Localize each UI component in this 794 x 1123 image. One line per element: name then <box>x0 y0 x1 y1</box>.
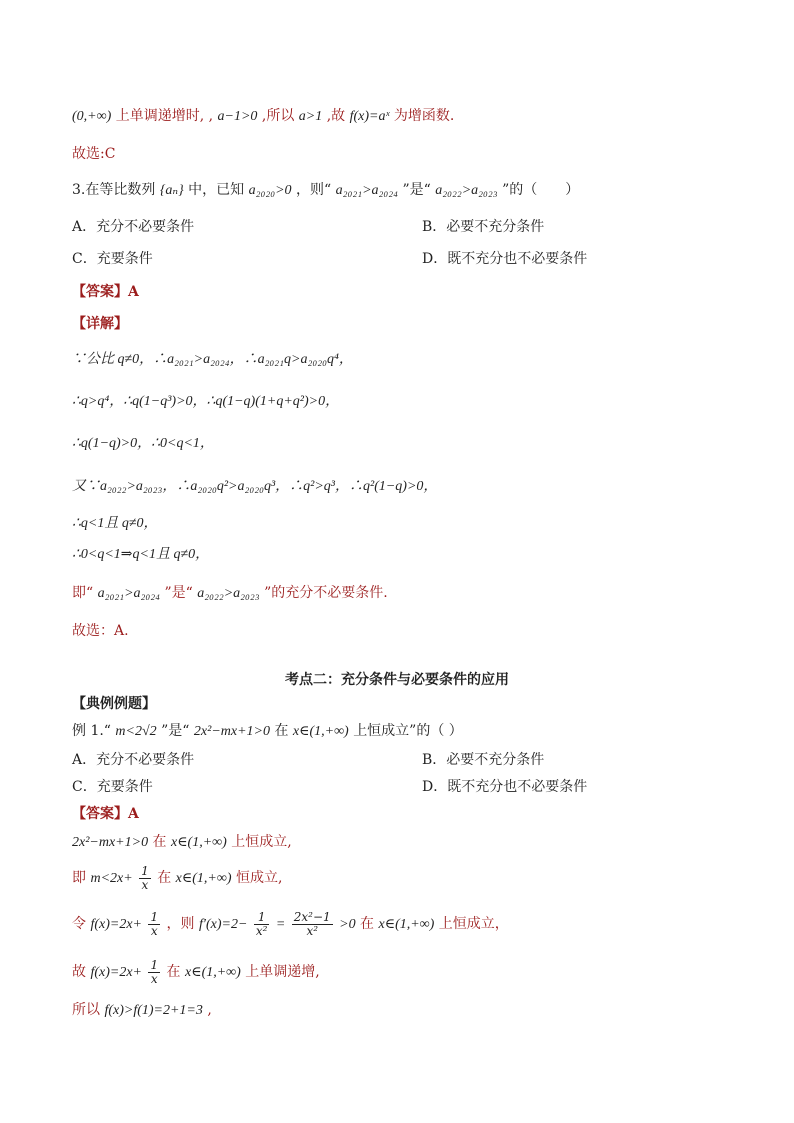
explanation-line: ∴q>q⁴，∴q(1−q³)>0，∴q(1−q)(1+q+q²)>0， <box>72 394 340 409</box>
formula: f(x)=aˣ <box>349 109 390 124</box>
explanation-line: ∴0<q<1⇒q<1且 q≠0， <box>72 547 210 562</box>
text: 所以 <box>72 1002 100 1018</box>
formula: x∈(1,+∞) <box>170 835 227 850</box>
text: ，则 <box>166 916 195 932</box>
formula: 2x²−mx+1>0 <box>72 835 149 850</box>
option-b: B．必要不充分条件 <box>422 752 545 768</box>
text: 即 <box>72 870 86 886</box>
formula: x∈(1,+∞) <box>292 724 349 739</box>
text: ”是“ <box>161 723 190 739</box>
explanation-line <box>72 1000 212 1021</box>
formula: 2x²−mx+1>0 <box>193 724 270 739</box>
text: 上恒成立, <box>231 834 292 850</box>
explanation-line: ∵公比 q≠0，∴a₂₀₂₁>a₂₀₂₄，∴a₂₀₂₁q>a₂₀₂₀q⁴， <box>72 352 353 367</box>
fraction: $\frac{1}{x}$ <box>141 863 149 892</box>
formula: a₂₀₂₂>a₂₀₂₃ <box>435 183 498 198</box>
text: ”的（ ） <box>502 182 580 198</box>
answer-label: 【答案】A <box>72 284 139 300</box>
solution-line <box>72 106 454 127</box>
fraction: $\frac{1}{x}$ <box>150 909 159 938</box>
explanation-label: 【详解】 <box>72 316 128 332</box>
options-row-ab <box>72 750 722 770</box>
option-d: D．既不充分也不必要条件 <box>422 779 588 795</box>
text: ”的充分不必要条件. <box>264 585 388 601</box>
options-row-ab <box>72 217 722 237</box>
text: 在 <box>360 916 375 932</box>
fraction: $\frac{1}{\text{x²}}$ <box>255 909 268 938</box>
text: 上恒成立， <box>438 916 509 932</box>
fraction: $\frac{1}{x}$ <box>150 957 159 986</box>
example-1-stem <box>72 721 463 742</box>
answer-choice-line: 故选：A. <box>72 623 129 639</box>
formula: f(x)>f(1)=2+1=3 <box>104 1003 203 1018</box>
option-c: C．充要条件 <box>72 779 153 795</box>
explanation-line <box>72 909 509 940</box>
formula: a₂₀₂₁>a₂₀₂₄ <box>335 183 398 198</box>
question-number: 3.在等比数列 <box>72 182 156 198</box>
formula: a₂₀₂₀>0 <box>248 183 292 198</box>
text: 例 1.“ <box>72 723 111 739</box>
text: ,故 <box>326 108 346 124</box>
option-a: A．充分不必要条件 <box>72 219 195 235</box>
text: 中，已知 <box>188 182 245 198</box>
options-row-cd <box>72 777 722 797</box>
text: 在 <box>152 834 167 850</box>
option-b: B．必要不充分条件 <box>422 219 545 235</box>
formula: x∈(1,+∞) <box>185 965 241 980</box>
explanation-line: ∴q(1−q)>0，∴0<q<1， <box>72 436 214 451</box>
option-a: A．充分不必要条件 <box>72 752 195 768</box>
text: 恒成立, <box>235 870 283 886</box>
formula: (0,+∞) <box>72 109 112 124</box>
answer-choice-line: 故选:C <box>72 146 116 162</box>
text: , <box>207 1002 212 1018</box>
text: 上单调递增时, , <box>115 108 214 124</box>
explanation-line <box>72 957 320 988</box>
formula: {aₙ} <box>159 183 184 198</box>
option-c: C．充要条件 <box>72 251 153 267</box>
text: 即“ <box>72 585 94 601</box>
text: 上恒成立”的（ ） <box>353 723 463 739</box>
explanation-line <box>72 832 292 853</box>
example-heading: 【典例例题】 <box>72 696 156 712</box>
text: 在 <box>157 870 172 886</box>
formula: a₂₀₂₂>a₂₀₂₃ <box>197 586 260 601</box>
formula: x∈(1,+∞) <box>378 917 435 932</box>
formula: m<2√2 <box>115 724 157 739</box>
text: ，则“ <box>295 182 332 198</box>
text: 在 <box>274 723 289 739</box>
formula: m<2x+ <box>90 871 133 886</box>
text: 为增函数. <box>393 108 455 124</box>
formula: f(x)=2x+ <box>90 917 142 932</box>
formula: >0 <box>339 917 356 932</box>
explanation-line <box>72 863 282 894</box>
conclusion-line <box>72 583 388 604</box>
text: 在 <box>166 964 181 980</box>
section-title: 考点二：充分条件与必要条件的应用 <box>285 672 509 688</box>
text: ,所以 <box>261 108 295 124</box>
option-d: D．既不充分也不必要条件 <box>422 251 588 267</box>
formula: a>1 <box>298 109 323 124</box>
explanation-line: ∴q<1且 q≠0， <box>72 516 158 531</box>
text: ”是“ <box>164 585 193 601</box>
formula: f(x)=2x+ <box>90 965 142 980</box>
formula: a₂₀₂₁>a₂₀₂₄ <box>97 586 161 601</box>
question-3-stem <box>72 180 579 201</box>
text: 令 <box>72 916 86 932</box>
text: 故 <box>72 964 86 980</box>
text: ”是“ <box>402 182 431 198</box>
answer-label: 【答案】A <box>72 806 139 822</box>
formula: x∈(1,+∞) <box>175 871 232 886</box>
explanation-line: 又∵a₂₀₂₂>a₂₀₂₃，∴a₂₀₂₀q²>a₂₀₂₀q³，∴q²>q³，∴q²(1−q)>0， <box>72 479 438 494</box>
formula: = <box>275 917 286 932</box>
options-row-cd <box>72 249 722 269</box>
text: 上单调递增, <box>245 964 320 980</box>
fraction: $\frac{\text{2x²−1}}{\text{x²}}$ <box>293 909 331 938</box>
formula: a−1>0 <box>217 109 258 124</box>
formula: f′(x)=2− <box>199 917 248 932</box>
